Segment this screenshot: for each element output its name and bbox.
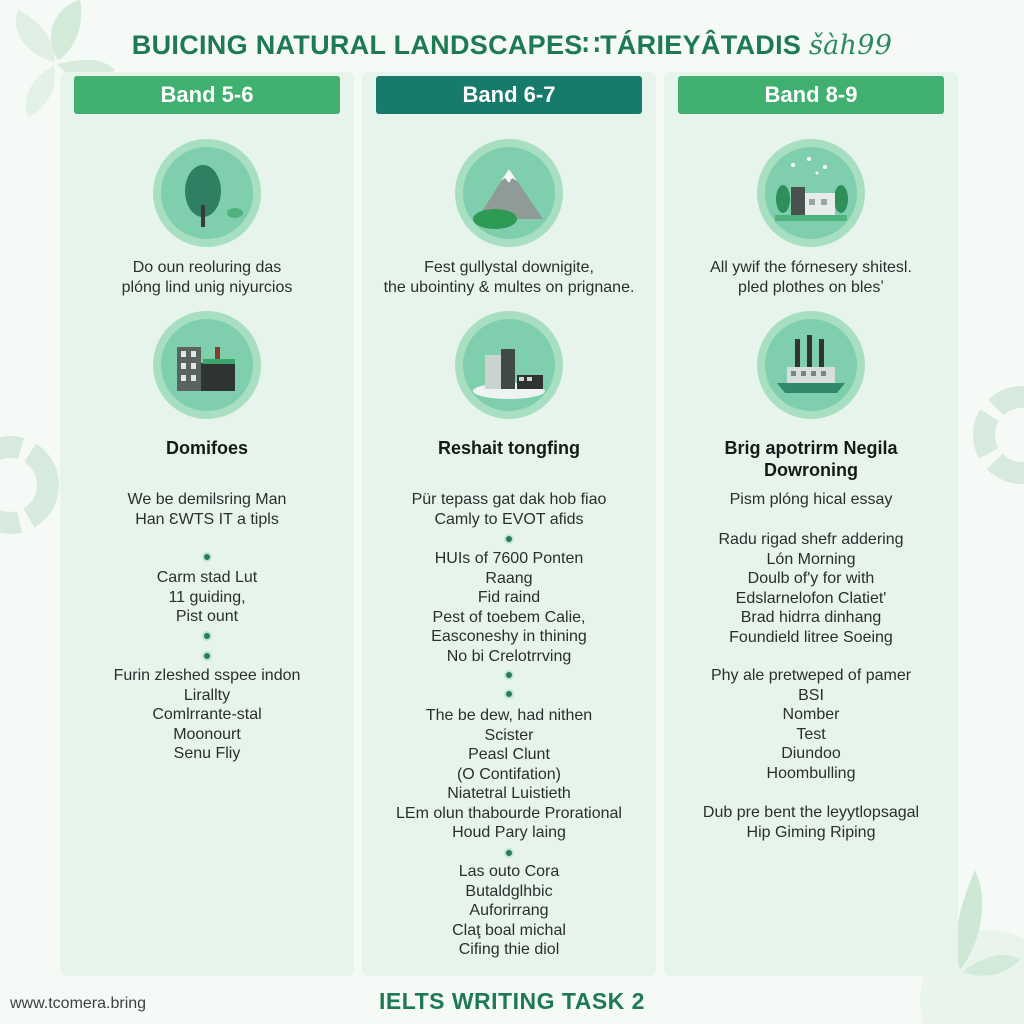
text-line: Phy ale pretweped of pamer — [710, 667, 912, 684]
text-line: Dub pre bent the leyytlopsagal — [702, 804, 920, 821]
band-column-5-6 — [60, 72, 354, 976]
text-line: Han ƐWTS IT a tipls — [135, 510, 279, 528]
text-line: Test — [796, 725, 826, 743]
section-heading — [362, 437, 656, 459]
text-line: Comlrrante-stal — [152, 706, 262, 723]
band-header: Band 5-6 — [74, 76, 340, 114]
text-line: Hoombulling — [766, 764, 856, 782]
text-line: Houd Pary laing — [452, 824, 566, 841]
bullet-dot-icon — [202, 631, 212, 641]
description-line: Fest gullystal downigite, — [424, 259, 594, 276]
text-line: The be dew, had nithen — [425, 707, 593, 724]
heading-line: Dowroning — [764, 460, 858, 480]
text-line: Senu Fliy — [173, 745, 241, 762]
text-line: Pür tepass gat dak hob fiao — [411, 491, 607, 508]
factory-building-icon — [153, 311, 261, 419]
text-line: BSI — [798, 686, 824, 704]
text-line: HUIs of 7600 Ponten — [434, 550, 584, 567]
text-line: Foundield litree Soeing — [729, 628, 893, 646]
text-line: Brad hidrra dinhang — [740, 609, 882, 626]
heading-line: Brig apotrirm Negila — [724, 438, 898, 458]
text-group — [362, 706, 656, 843]
description-line: All ywif the fórnesery shitesl. — [710, 259, 912, 276]
description-line: pled plothes on blesʼ — [738, 278, 884, 296]
text-line: (O Contifation) — [456, 765, 562, 783]
band-header: Band 8-9 — [678, 76, 944, 114]
section-heading — [60, 437, 354, 459]
mountain-icon — [455, 139, 563, 247]
page-title-main: BUICING NATURAL LANDSCAPES∷TÁRIEYÂTADIS — [131, 30, 802, 60]
text-line: Cifing thie diol — [458, 941, 560, 958]
bullet-dot-icon — [202, 552, 212, 562]
text-line: Pist ount — [175, 608, 239, 625]
band-description — [60, 258, 354, 297]
text-line: Easconeshy in thining — [431, 628, 587, 645]
text-line: LEm olun thabourde Prorational — [396, 804, 622, 822]
text-group — [664, 530, 958, 647]
city-buildings-icon — [455, 311, 563, 419]
text-line: No bi Crelotrrving — [446, 647, 572, 665]
bullet-dot-icon — [202, 651, 212, 661]
description-line: the ubointiny & multes on prignane. — [383, 278, 635, 296]
page-title — [0, 30, 1024, 61]
band-description — [362, 258, 656, 297]
text-line: Carm stad Lut — [156, 569, 258, 586]
text-group — [60, 666, 354, 764]
text-line: Claţ boal michal — [452, 921, 566, 939]
ring-decoration-icon — [960, 380, 1024, 490]
description-line: plóng lind unig niyurcios — [121, 278, 293, 296]
text-line: Doulb of'y for with — [747, 570, 875, 587]
text-group — [60, 490, 354, 529]
text-line: Radu rigad shefr addering — [718, 531, 904, 548]
page-title-tail: šàh99 — [809, 30, 893, 61]
text-line: Edslarnelofon Clatiet' — [735, 589, 887, 607]
ring-decoration-icon — [0, 430, 64, 540]
text-line: Auforirrang — [469, 902, 549, 919]
text-group — [362, 862, 656, 960]
bullet-dot-icon — [504, 534, 514, 544]
text-line: Raang — [485, 569, 533, 587]
bullet-dot-icon — [504, 670, 514, 680]
text-line: Peasl Clunt — [468, 746, 550, 763]
footer-title: IELTS WRITING TASK 2 — [379, 988, 645, 1014]
text-line: Butaldglhbic — [465, 882, 553, 900]
bullet-dot-icon — [504, 848, 514, 858]
bullet-dot-icon — [504, 689, 514, 699]
footer-url: www.tcomera.bring — [10, 995, 147, 1012]
text-line: Pism plóng hical essay — [729, 491, 893, 508]
text-group — [664, 803, 958, 842]
heading-line: Reshait tongfing — [438, 438, 580, 458]
text-line: We be demilsring Man — [127, 491, 287, 508]
text-line: Pest of toebem Calie, — [432, 608, 586, 626]
description-line: Do oun reoluring das — [132, 259, 282, 276]
text-line: Furin zleshed sspee indon — [113, 667, 301, 684]
section-heading — [664, 437, 958, 481]
band-column-8-9 — [664, 72, 958, 976]
text-line: Nomber — [782, 706, 840, 723]
heading-line: Domifoes — [165, 438, 248, 458]
text-group — [664, 490, 958, 510]
text-line: Niatetral Luistieth — [447, 785, 571, 802]
text-line: Fid raind — [477, 589, 541, 606]
text-line: Las outo Cora — [458, 863, 560, 880]
text-line: Lón Morning — [766, 550, 856, 568]
forest-house-icon — [757, 139, 865, 247]
text-group — [362, 490, 656, 529]
text-line: Hip Giming Riping — [746, 823, 876, 841]
band-description — [664, 258, 958, 297]
band-column-6-7 — [362, 72, 656, 976]
text-line: Camly to EVOT afids — [434, 510, 584, 528]
text-line: 11 guiding, — [168, 588, 246, 606]
text-line: Lirallty — [183, 686, 231, 704]
band-header: Band 6-7 — [376, 76, 642, 114]
text-group — [60, 568, 354, 627]
text-line: Moonourt — [173, 725, 241, 743]
text-group — [362, 549, 656, 666]
text-line: Diundoo — [781, 745, 841, 762]
tree-icon — [153, 139, 261, 247]
power-plant-icon — [757, 311, 865, 419]
text-group — [664, 666, 958, 783]
text-line: Scister — [484, 726, 534, 744]
